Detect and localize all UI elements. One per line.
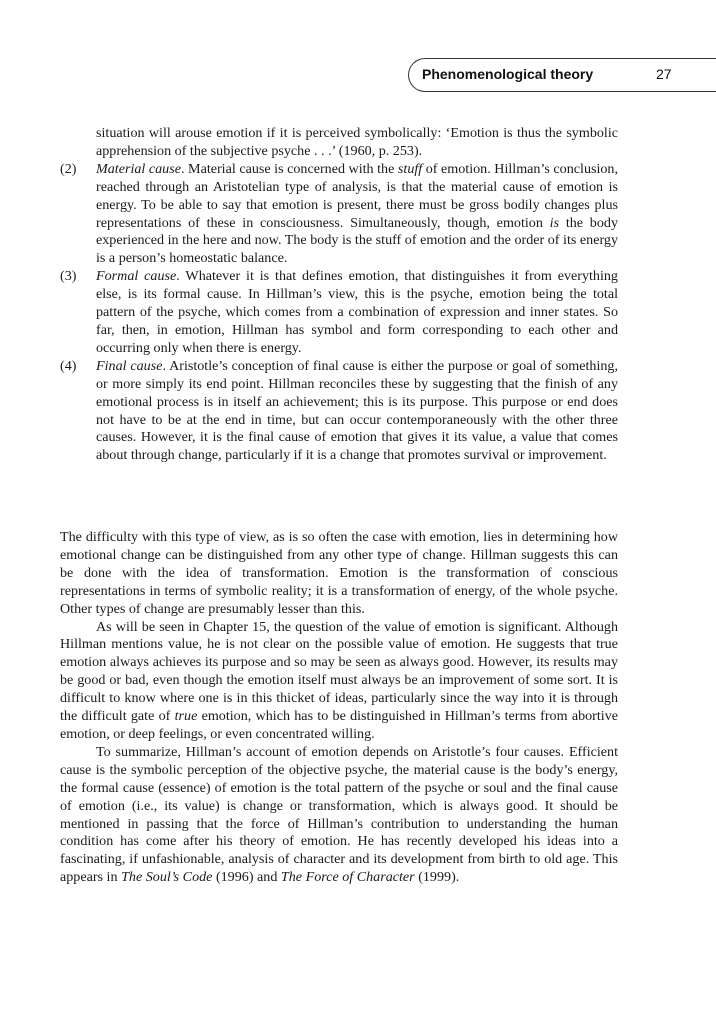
item-term: Final cause [96,357,163,374]
item-number: (2) [60,160,77,177]
item-number: (4) [60,357,77,374]
item-text: . Aristotle’s conception of final cause is either the purpose or goal of something, or more simply its end point. Hillman reconciles these by suggesting that the finish of any emotional process is in itself an achievement; this is its purpose. This purpose or end does not have to be at the end in time, but can occur contemporaneously with the other three causes. However, it is the final cause of emotion that gives it its value, a value that comes about through change, particularly if it is a change that promotes survival or improvement. [96,357,618,464]
running-head-title: Phenomenological theory [422,66,594,82]
page-number: 27 [656,66,672,82]
item-term: Formal cause [96,268,177,285]
paragraph-1: The difficulty with this type of view, as is so often the case with emotion, lies in determining how emotional change can be distinguished from any other type of change. Hillman suggests this can be done with the idea of transformation. Emotion is the transformation of conscious representations in terms of symbolic reality; it is a transformation of energy, of the whole psyche. Other types of change are presumably lesser than this. [60,529,618,617]
item-number: (3) [60,268,77,285]
paragraph-text: emotion, which has to be distinguished in Hillman’s terms from abortive emotion, or deep feelings, or even concentrated willing. [60,708,619,742]
item-text: . Whatever it is that defines emotion, that distinguishes it from everything else, is its formal cause. In Hillman’s view, this is the psyche, emotion being the total pattern of the psyche, which comes from a combination of expression and inner states. So far, then, in emotion, Hillman has symbol and form corresponding to each other and occurring only when there is energy. [96,268,618,356]
list-item-formal-cause [60,268,618,358]
paragraph-2 [60,619,618,744]
continuation-text: situation will arouse emotion if it is perceived symbolically: ‘Emotion is thus the symbolic apprehension of the subjective psyche . . .’ (1960, p. 253). [96,125,618,159]
paragraph-text: (1996) and [212,869,281,886]
item-term: Material cause [96,160,181,177]
item-emphasis: stuff [397,160,423,177]
item-text: . Material cause is concerned with the [180,160,398,177]
paragraph-text: As will be seen in Chapter 15, the question of the value of emotion is significant. Although Hillman mentions value, he is not clear on the possible value of emotion. He suggests that true emotion always achieves its purpose and so may be seen as always good. However, its results may be good or bad, even though the emotion itself must always be an improvement of some sort. It is difficult to know where one is in this thicket of ideas, particularly since the way into it is through the difficult gate of [60,618,618,725]
body-text [60,529,618,887]
item-emphasis: is [549,214,560,231]
causes-list [60,125,618,465]
paragraph-text: (1999). [414,869,460,886]
paragraph-3 [60,744,618,887]
list-item-material-cause [60,161,618,268]
paragraph-text: To summarize, Hillman’s account of emotion depends on Aristotle’s four causes. Efficient cause is the symbolic perception of the objective psyche, the material cause is the body’s energy, the formal cause (essence) of emotion is the total pattern of the psyche or soul and the final cause of emotion (i.e., its value) is change or transformation, which is always good. It should be mentioned in passing that the force of Hillman’s contribution to understanding the human condition has come after his theory of emotion. He has recently developed his ideas into a fascinating, if unfashionable, analysis of character and its development from birth to old age. This appears in [60,743,618,886]
book-title-souls-code: The Soul’s Code [121,869,213,886]
list-item-continuation [60,125,618,161]
emphasis-true: true [174,708,198,725]
list-item-final-cause [60,358,618,465]
item-text: the body experienced in the here and now. The body is the stuff of emotion and the order of its energy is a person’s homeostatic balance. [96,214,618,267]
item-text: of emotion. Hillman’s conclusion, reached through an Aristotelian type of analysis, is that the material cause of emotion is energy. To be able to say that emotion is present, there must be gross bodily changes plus representations of these in consciousness. Simultaneously, though, emotion [96,160,619,231]
book-title-force-of-character: The Force of Character [280,869,415,886]
